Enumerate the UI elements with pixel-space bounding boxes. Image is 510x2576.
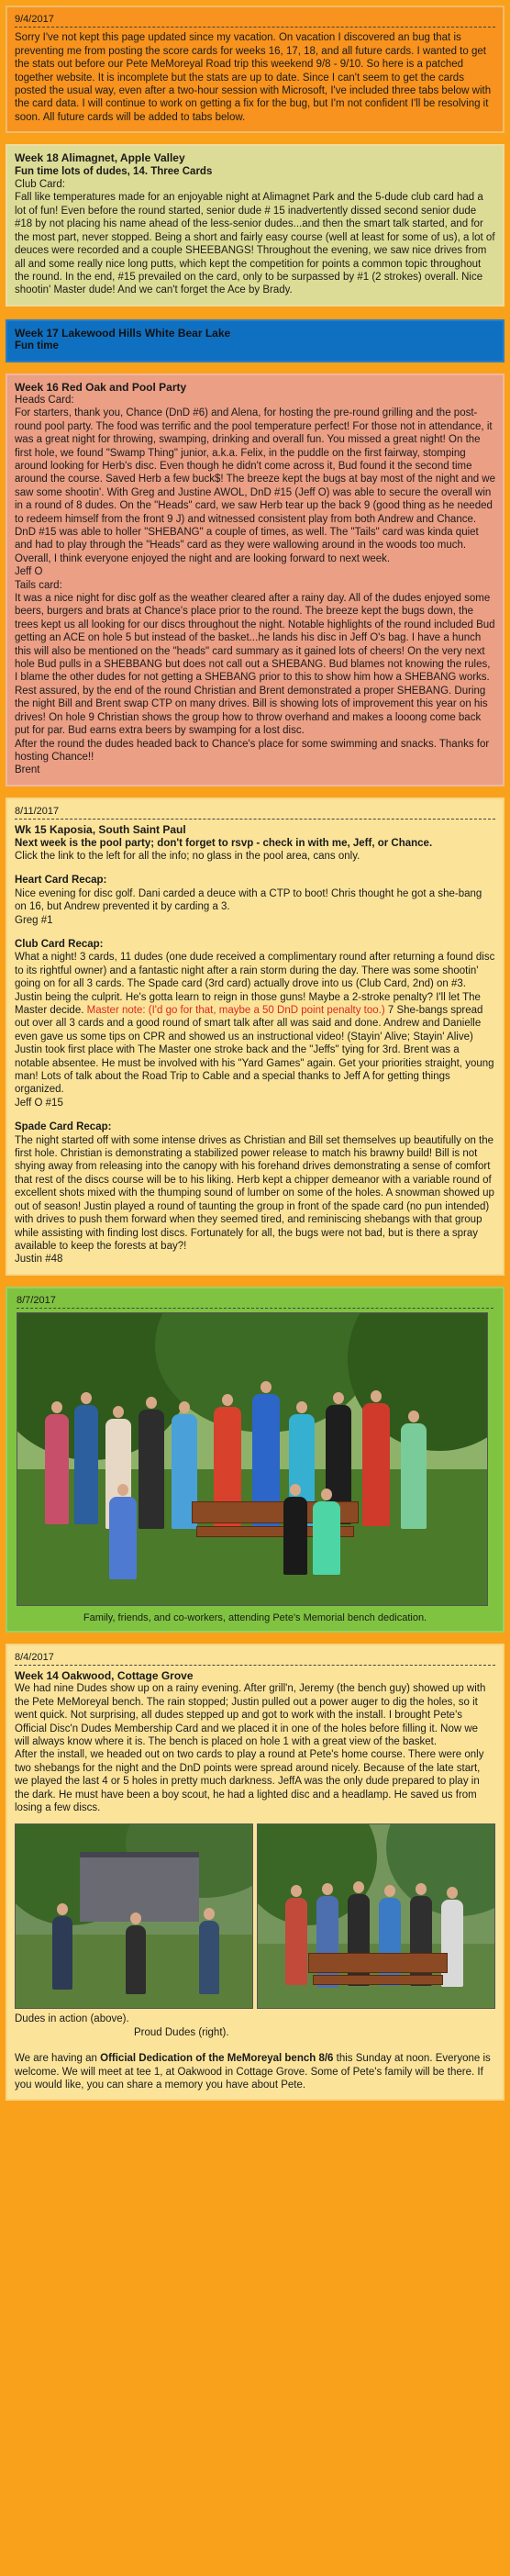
signature: Greg #1: [15, 914, 53, 926]
post-title: Wk 15 Kaposia, South Saint Paul: [15, 823, 186, 837]
divider: [15, 27, 495, 28]
card-label: Spade Card Recap:: [15, 1121, 112, 1133]
week-18-post: [6, 144, 504, 306]
card-label: Heart Card Recap:: [15, 875, 107, 887]
post-text: For starters, thank you, Chance (DnD #6) and Alena, for hosting the pre-round grilling and the post-round pool party. The food was terrific and the pool temperature perfect! For those not in attendance, it was a great night for throwing, swamping, drinking and overall fun. You missed a great night! On the first hole, we found "Swamp Thing" junior, a.k.a. Felix, in the puddle on the first fairway, stomping around looking for Herb's disc. Even though he didn't come across it, Bud found it the second time around the course. Saved Herb a few buck$! The breeze kept the bugs at bay most of the night and we saw some shootin'. With Greg and Justine AWOL, DnD #15 (Jeff O) was able to secure the overall win in a round of 8 dudes. On the "Heads" card, we saw Herb tear up the back 9 (good thing as he needed to redeem himself from the front 9 J) and witnessed consistent play from both Andrew and Chance. DnD #15 was able to holler "SHEBANG" a couple of times, as well. The "Tails" card was kinda quiet and had to play through the "Heads" card as they were wallowing around in the woods too much. Overall, I think everyone enjoyed the night and are looking forward to next week.: [15, 407, 496, 564]
post-text: After the install, we headed out on two cards to play a round at Pete's home course. There were only two shebangs for the night and the DnD points were spread around nicely. Because of the late start, we played the last 4 or 5 holes in pretty much darkness. JeffA was the only dude prepared to play in the dark. He must have been a boy scout, he had a lighted disc and a headlamp. He saved us from losing a few discs.: [15, 1749, 484, 1813]
post-title: Week 17 Lakewood Hills White Bear Lake: [15, 326, 231, 340]
page: [0, 6, 510, 2101]
left-caption: Dudes in action (above).: [15, 2013, 129, 2025]
post-title: Week 18 Alimagnet, Apple Valley: [15, 151, 185, 165]
card-label: Club Card:: [15, 179, 65, 191]
announcement-part: this Sunday at noon. Everyone is welcome. We will meet at tee 1, at Oakwood in Cottage Grove. Some of Pete's family will be there. If you would like, you can share a memory you have about Pete.: [15, 2053, 491, 2091]
post-subtitle: Fun time lots of dudes, 14. Three Cards: [15, 165, 213, 177]
update-notice: [6, 6, 504, 133]
post-text: The night started off with some intense drives as Christian and Bill set themselves up beautifully on the first hole. Christian is demonstrating a stabilized power release to match his brawny build! Bill is not shying away from releasing into the canopy with his forehand drives demonstrating a sense of comfort that rest of the discs course will be to his liking. Herb kept a chipper demeanor with a variable round of excellent shots mixed with the thumping sound of lumber on some of the holes. A snowman showed up out of season! Justin played a round of taunting the group in front of the spade card (no pun intended) with drives to push them forward when they seemed tired, and reminiscing shebangs with that group while assisting with finding lost discs. Fortunately for all, the bugs were not bad, but is there a spray available to keep the forests at bay?!: [15, 1134, 494, 1252]
signature: Jeff O #15: [15, 1097, 63, 1109]
announcement-part: We are having an: [15, 2053, 101, 2065]
post-text: Nice evening for disc golf. Dani carded a deuce with a CTP to boot! Chris thought he got a she-bang on 16, but Andrew prevented it by carding a 3.: [15, 887, 482, 913]
post-date: 8/11/2017: [15, 805, 60, 817]
bench-dedication-post: [6, 1287, 504, 1633]
signature: Brent: [15, 764, 40, 776]
post-subtitle: Fun time: [15, 340, 59, 352]
club-text-part: What a night! 3 cards, 11 dudes (one dude received a complimentary round after returning a found disc to its rightful owner) and a fantastic night after a rain storm during the day. There was some shootin' going on for all 3 cards. The Spade card (3rd card) actually drove into us (Club Card, 2nd) on #3. Justin being the culprit. He's gotta learn to reign in those guns! Maybe a 2-stroke penalty? I'll let The Master decide.: [15, 952, 495, 1016]
pool-party-info: Click the link to the left for all the info; no glass in the pool area, cans only.: [15, 850, 360, 862]
master-note: Master note: (I'd go for that, maybe a 50 DnD point penalty too.): [86, 1005, 385, 1016]
divider: [17, 1308, 493, 1309]
proud-dudes-photo: [257, 1823, 495, 2009]
post-date: 8/4/2017: [15, 1651, 54, 1663]
right-caption: Proud Dudes (right).: [134, 2026, 229, 2038]
week-15-post: [6, 797, 504, 1276]
card-label: Tails card:: [15, 579, 62, 591]
card-label: Heads Card:: [15, 394, 74, 406]
pool-party-note: Next week is the pool party; don't forget to rsvp - check in with me, Jeff, or Chance.: [15, 837, 433, 849]
photo-row: [15, 1823, 495, 2039]
post-date: 8/7/2017: [17, 1294, 56, 1306]
signature: Justin #48: [15, 1254, 63, 1266]
dedication-announcement: [15, 2052, 495, 2091]
post-text: After the round the dudes headed back to Chance's place for some swimming and snacks. Thanks for hosting Chance!!: [15, 738, 490, 763]
photo-caption: Family, friends, and co-workers, attending Pete's Memorial bench dedication.: [83, 1612, 427, 1624]
left-photo-block: [15, 1823, 253, 2039]
signature: Jeff O: [15, 566, 43, 578]
announcement-bold: Official Dedication of the MeMoreyal bench 8/6: [100, 2053, 334, 2065]
divider: [15, 1665, 495, 1666]
week-17-post: [6, 319, 504, 362]
week-14-post: [6, 1644, 504, 2102]
post-title: Week 14 Oakwood, Cottage Grove: [15, 1668, 194, 1682]
post-text: We had nine Dudes show up on a rainy evening. After grill'n, Jeremy (the bench guy) showed up with the Pete MeMoreyal bench. The rain stopped; Justin pulled out a power auger to dig the holes, so it went quick. Not surprising, all dudes stepped up and got to work with the install. I brought Pete's Official Disc'n Dudes Membership Card and we placed it in one of the holes before filling it. Now we will always know where it is. The bench is placed on hole 1 with a great view of the basket.: [15, 1683, 486, 1747]
post-date: 9/4/2017: [15, 14, 54, 25]
notice-text: Sorry I've not kept this page updated since my vacation. On vacation I discovered an bug that is preventing me from posting the score cards for weeks 16, 17, 18, and all future cards. I wanted to get the stats out before our Pete MeMoreyal Road trip this weekend 9/8 - 9/10. So here is a patched together website. It is incomplete but the stats are up to date. Since I can't seem to get the cards posted the usual way, even after a two-hour session with Microsoft, I've included three tabs below with the card data. I will continue to work on getting a fix for the bug, but I'm not confident I'll be resolving it soon. All future cards will be added to tabs below.: [15, 32, 492, 123]
post-title: Week 16 Red Oak and Pool Party: [15, 380, 187, 394]
card-label: Club Card Recap:: [15, 938, 104, 950]
post-text: Fall like temperatures made for an enjoyable night at Alimagnet Park and the 5-dude club card had a lot of fun! Even before the round started, senior dude # 15 inadvertently dissed second senior dude #18 by not placing his name ahead of the less-senior dudes...and then the smart talk started, and for the most part, never stopped. Being a short and fairly easy course (well at least for some of us), a lot of deuces were recorded and a couple SHEEBANGS! Throughout the evening, we saw nice drives from all and some really nice long putts, which kept the competition for points a common topic throughout the round. In the end, #15 prevailed on the card, only to be surpassed by #1 (2 strokes) overall. Nice shootin' Master dude! And we can't forget the Ace by Brady.: [15, 192, 495, 296]
divider: [15, 819, 495, 820]
week-16-post: [6, 374, 504, 786]
dudes-in-action-photo: [15, 1823, 253, 2009]
post-text: It was a nice night for disc golf as the weather cleared after a rainy day. All of the dudes enjoyed some beers, burgers and brats at Chance's place prior to the round. The breeze kept the bugs down, the trees kept us all looking for our discs throughout the night. Notable highlights of the round included Bud getting an ACE on hole 5 but instead of the basket...he lands his disc in Jeff O's bag. I have a hunch this will also be mentioned on the "heads" card summary as it gained lots of cheers! On the very next hole Bud pulls in a SHEBBANG but does not call out a SHEBANG. Bud blames not knowing the rules, I blame the other dudes for not getting a SHEBANG prior to this to show him how a SHEBANG works. Rest assured, by the end of the round Christian and Brent demonstrated a proper SHEBANG. During the night Bill and Brent swap CTP on many drives. Bill is showing lots of improvement this year on his drives! On hole 9 Christian shows the group how to throw overhand and makes a looong come back put for par. Bud earns extra beers by swamping for a lost disc.: [15, 593, 495, 737]
club-text-part: 7 She-bangs spread out over all 3 cards and a good round of smart talk after all was said and done. Andrew and Danielle even gave us some tips on CPR and showed us an instructional video! (Stayin' Alive; Stayin' Alive) Justin took first place with The Master one stroke back and the "Jeffs" tying for 3rd. Brent was a notable absentee. He must be involved with his "Yard Games" again. Get your priorities straight, young man! Lots of talk about the Road Trip to Cable and a special thanks to Jeff A for getting things organized.: [15, 1005, 494, 1096]
group-photo: [17, 1312, 488, 1606]
post-text: [15, 951, 495, 1096]
